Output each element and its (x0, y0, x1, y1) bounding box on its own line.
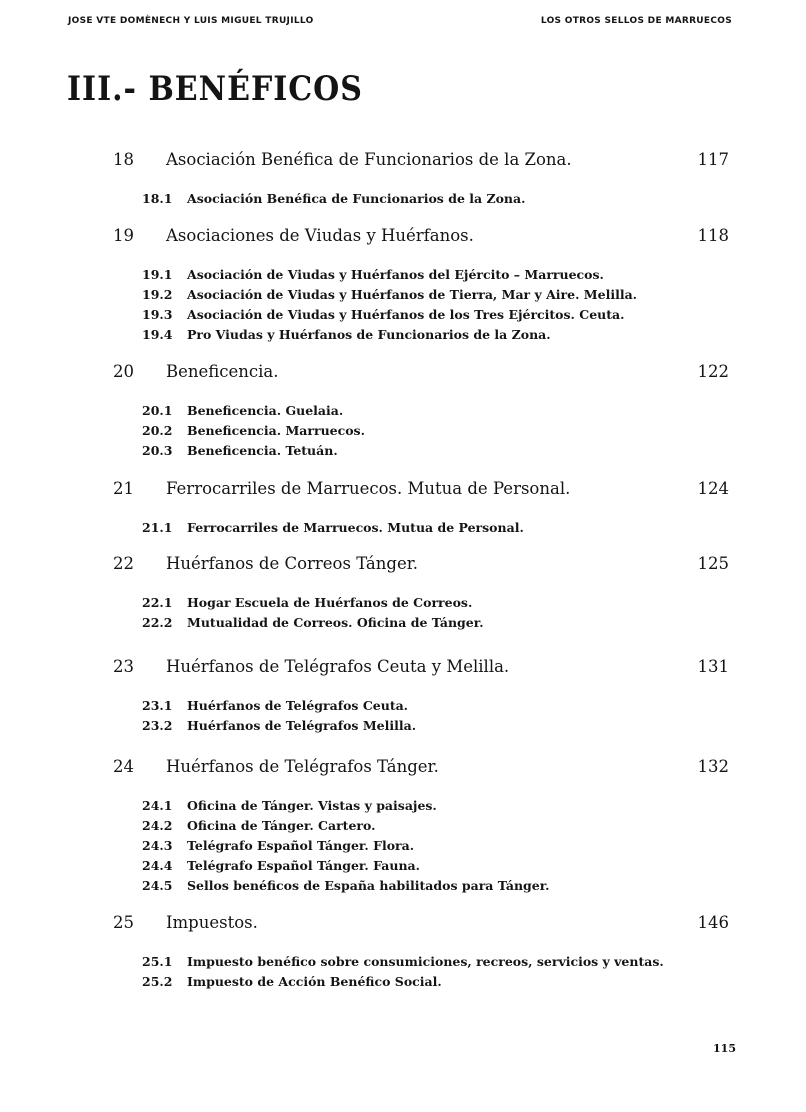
chapter-title: Beneficencia. (166, 362, 279, 381)
subsection-number: 23.2 (142, 718, 173, 733)
subsection-title: Hogar Escuela de Huérfanos de Correos. (187, 595, 473, 610)
running-header-book-title: LOS OTROS SELLOS DE MARRUECOS (540, 16, 732, 26)
subsection-number: 19.4 (142, 327, 173, 342)
subsection-entry (0, 191, 806, 211)
subsection-entry (0, 615, 806, 635)
section-title: III.- BENÉFICOS (67, 70, 363, 110)
subsection-number: 24.1 (142, 798, 173, 813)
subsection-entry (0, 443, 806, 463)
subsection-number: 24.2 (142, 818, 173, 833)
chapter-page-number: 118 (697, 226, 729, 245)
chapter-number: 20 (113, 362, 134, 381)
subsection-title: Asociación Benéfica de Funcionarios de la Zona. (187, 191, 526, 206)
subsection-entry (0, 798, 806, 818)
running-header-authors: JOSE VTE DOMÈNECH Y LUIS MIGUEL TRUJILLO (68, 16, 314, 26)
subsection-number: 24.5 (142, 878, 173, 893)
chapter-title: Asociación Benéfica de Funcionarios de la Zona. (166, 150, 572, 169)
subsection-number: 25.1 (142, 954, 173, 969)
chapter-number: 23 (113, 657, 134, 676)
chapter-number: 25 (113, 913, 134, 932)
subsection-entry (0, 974, 806, 994)
subsection-number: 19.1 (142, 267, 173, 282)
subsection-entry (0, 595, 806, 615)
subsection-entry (0, 858, 806, 878)
subsection-entry (0, 698, 806, 718)
subsection-entry (0, 307, 806, 327)
page-number: 115 (713, 1042, 736, 1055)
chapter-page-number: 117 (697, 150, 729, 169)
subsection-entry (0, 327, 806, 347)
chapter-number: 21 (113, 479, 134, 498)
subsection-entry (0, 520, 806, 540)
subsection-title: Beneficencia. Tetuán. (187, 443, 338, 458)
subsection-entry (0, 267, 806, 287)
subsection-title: Beneficencia. Guelaia. (187, 403, 344, 418)
chapter-title: Huérfanos de Telégrafos Tánger. (166, 757, 439, 776)
subsection-entry (0, 878, 806, 898)
subsection-title: Telégrafo Español Tánger. Fauna. (187, 858, 420, 873)
chapter-page-number: 125 (697, 554, 729, 573)
subsection-number: 20.3 (142, 443, 173, 458)
subsection-number: 19.3 (142, 307, 173, 322)
subsection-title: Oficina de Tánger. Cartero. (187, 818, 376, 833)
subsection-title: Asociación de Viudas y Huérfanos de los Tres Ejércitos. Ceuta. (187, 307, 625, 322)
subsection-title: Sellos benéficos de España habilitados para Tánger. (187, 878, 550, 893)
subsection-entry (0, 954, 806, 974)
subsection-entry (0, 838, 806, 858)
subsection-title: Telégrafo Español Tánger. Flora. (187, 838, 415, 853)
chapter-title: Impuestos. (166, 913, 258, 932)
subsection-number: 25.2 (142, 974, 173, 989)
chapter-page-number: 146 (697, 913, 729, 932)
subsection-title: Pro Viudas y Huérfanos de Funcionarios de la Zona. (187, 327, 551, 342)
subsection-number: 24.4 (142, 858, 173, 873)
subsection-title: Oficina de Tánger. Vistas y paisajes. (187, 798, 437, 813)
subsection-number: 21.1 (142, 520, 173, 535)
subsection-entry (0, 287, 806, 307)
chapter-number: 22 (113, 554, 134, 573)
chapter-number: 18 (113, 150, 134, 169)
chapter-title: Ferrocarriles de Marruecos. Mutua de Personal. (166, 479, 571, 498)
subsection-number: 23.1 (142, 698, 173, 713)
subsection-number: 20.2 (142, 423, 173, 438)
chapter-title: Asociaciones de Viudas y Huérfanos. (166, 226, 474, 245)
subsection-entry (0, 403, 806, 423)
chapter-page-number: 132 (697, 757, 729, 776)
subsection-entry (0, 423, 806, 443)
subsection-number: 24.3 (142, 838, 173, 853)
subsection-number: 22.1 (142, 595, 173, 610)
subsection-title: Asociación de Viudas y Huérfanos de Tierra, Mar y Aire. Melilla. (187, 287, 638, 302)
subsection-title: Ferrocarriles de Marruecos. Mutua de Personal. (187, 520, 524, 535)
chapter-page-number: 122 (697, 362, 729, 381)
subsection-title: Beneficencia. Marruecos. (187, 423, 365, 438)
subsection-number: 20.1 (142, 403, 173, 418)
chapter-title: Huérfanos de Correos Tánger. (166, 554, 419, 573)
chapter-number: 24 (113, 757, 134, 776)
subsection-number: 19.2 (142, 287, 173, 302)
subsection-entry (0, 818, 806, 838)
chapter-page-number: 124 (697, 479, 729, 498)
chapter-page-number: 131 (697, 657, 729, 676)
subsection-title: Asociación de Viudas y Huérfanos del Ejército – Marruecos. (187, 267, 604, 282)
subsection-entry (0, 718, 806, 738)
subsection-number: 18.1 (142, 191, 173, 206)
subsection-title: Impuesto de Acción Benéfico Social. (187, 974, 442, 989)
subsection-number: 22.2 (142, 615, 173, 630)
subsection-title: Mutualidad de Correos. Oficina de Tánger. (187, 615, 484, 630)
subsection-title: Impuesto benéfico sobre consumiciones, recreos, servicios y ventas. (187, 954, 664, 969)
chapter-title: Huérfanos de Telégrafos Ceuta y Melilla. (166, 657, 510, 676)
subsection-title: Huérfanos de Telégrafos Melilla. (187, 718, 417, 733)
chapter-number: 19 (113, 226, 134, 245)
subsection-title: Huérfanos de Telégrafos Ceuta. (187, 698, 409, 713)
